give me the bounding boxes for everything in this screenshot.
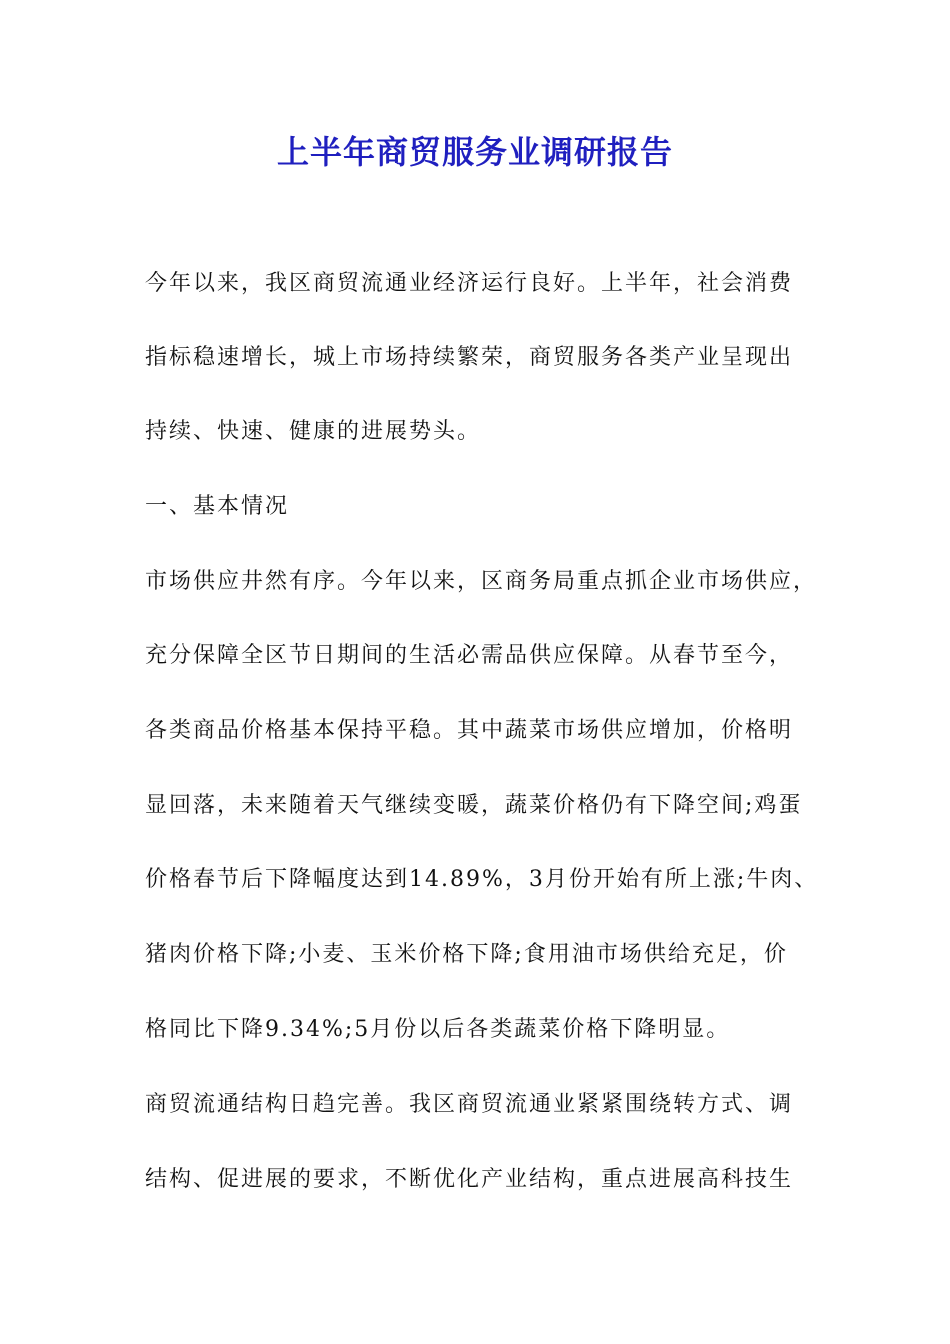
document-title: 上半年商贸服务业调研报告 — [276, 133, 673, 171]
paragraph-line: 市场供应井然有序。今年以来，区商务局重点抓企业市场供应， — [145, 569, 818, 594]
paragraph-line: 显回落，未来随着天气继续变暖，蔬菜价格仍有下降空间;鸡蛋 — [145, 793, 803, 818]
paragraph-line: 指标稳速增长，城上市场持续繁荣，商贸服务各类产业呈现出 — [145, 345, 794, 370]
paragraph-line: 各类商品价格基本保持平稳。其中蔬菜市场供应增加，价格明 — [145, 718, 794, 743]
paragraph-line: 价格春节后下降幅度达到14.89%，3月份开始有所上涨;牛肉、 — [145, 867, 819, 892]
section-heading: 一、基本情况 — [145, 494, 290, 519]
paragraph-line: 格同比下降9.34%;5月份以后各类蔬菜价格下降明显。 — [145, 1017, 731, 1042]
paragraph-line: 持续、快速、健康的进展势头。 — [145, 419, 482, 444]
paragraph-line: 今年以来，我区商贸流通业经济运行良好。上半年，社会消费 — [145, 271, 794, 296]
paragraph-line: 猪肉价格下降;小麦、玉米价格下降;食用油市场供给充足，价 — [145, 942, 788, 967]
paragraph-line: 商贸流通结构日趋完善。我区商贸流通业紧紧围绕转方式、调 — [145, 1092, 794, 1117]
paragraph-line: 充分保障全区节日期间的生活必需品供应保障。从春节至今， — [145, 643, 794, 668]
paragraph-line: 结构、促进展的要求，不断优化产业结构，重点进展高科技生 — [145, 1167, 794, 1192]
